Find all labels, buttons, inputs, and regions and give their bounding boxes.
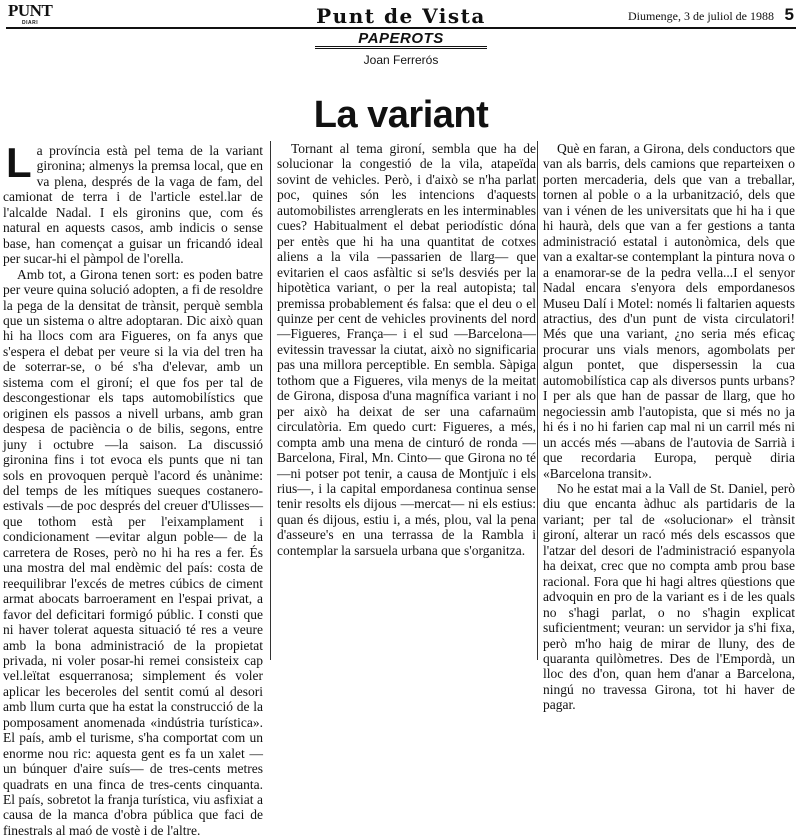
article-column-1 [3, 139, 263, 838]
drop-cap: L [6, 139, 32, 186]
article-title: La variant [313, 94, 489, 136]
article-column-2 [277, 141, 536, 657]
article-paragraph: Amb tot, a Girona tenen sort: es poden batre per veure quina solució adopten, a fi de resoldre la pega de la densitat de trànsit, perquè sembla que un sistema o altre adoptaran. Dic això quan hi ha llocs com ara Figueres, on fa anys que s'espera el debat per veure si la via del tren ha de soterrar-se, o bé s'ha d'elevar, amb un sistema com el gironí; el que fos per tal de descongestionar els taps automobilístics que originen els passos a nivell urbans, amb gran despesa de paciència o de bilis, segons, entre juny i octubre —la saison. La discussió gironina fins i tot evoca els punts que ni tan sols en provoquen perquè l'acord és unànime: del temps de les mítiques sueques costanero-estivals —de poc després del creuer d'Ulisses— que tothom està per l'eixamplament i condicionament —evitar algun poble— de la carretera de Roses, però no hi ha res a fer. És una mostra del mal endèmic del país: costa de reequilibrar l'excés de metres cúbics de ciment armat abocats barroerament en l'espai privat, a favor del deficitari formigó públic. I consti que ni haver tolerat aquesta situació té res a veure amb la bona administració de la propietat privada, ni voler posar-hi remei consisteix cap vel.leïtat esquerranosa; simplement és voler aplicar les beceroles del sentit comú al desori amb llum curta que ha estat la construcció de la pomposament anomenada «indústria turística». El país, amb el turisme, s'ha comportat com un enorme nou ric: aquesta gent es fa un xalet —un búnquer d'aire suís— de tres-cents metres quadrats en una finca de tres-cents cinquanta. El país, sobretot la franja turística, viu asfixiat a causa de la manca d'obra pública que faci de finestrals al maó de vostè i de l'altre. [3, 266, 263, 838]
column-divider [270, 141, 271, 660]
article-column-3 [543, 141, 795, 713]
article-paragraph: Què en faran, a Girona, dels conductors que van als barris, dels camions que reparteixen o porten mercaderia, dels que van a treballar, tornen al poble o a la urbanització, dels que van i vénen de les universitats que hi ha i que hi haurà, dels que van a fer gestions a tanta administració estatal i autonòmica, dels que van a exaltar-se contemplant la pintura nova o a enamorar-se de la pedra vella...I el senyor Nadal encara s'enyora dels empordanesos Museu Dalí i Motel: només li faltarien aquests atractius, des d'un punt de vista circulatori! Més que una variant, ¿no seria més eficaç procurar uns vials menors, agombolats per algun pontet, que dispersessin la cua automobilística cap als diversos punts urbans? I per als que han de passar de llarg, que ho negociessin amb l'autopista, que si més no ja hi és i no hi farien cap mal ni un carril més ni un accés més —abans de l'autovia de Sarrià i que recordaria Europa, perquè diria «Barcelona transit». [543, 141, 795, 481]
author-byline: Joan Ferrerós [363, 53, 439, 67]
section-rule-bottom [315, 48, 487, 49]
article-paragraph: Tornant al tema gironí, sembla que ha de solucionar la congestió de la vila, atapeïda sovint de vehicles. Però, i d'això se n'ha parlat poc, quines són les intencions d'aquests automobilistes arrenglerats en les interminables cues? Habitualment el debat periodístic dóna per entès que hi ha una quantitat de cotxes aliens a la vila —passarien de llarg— que evitarien el caos asfàltic si se'ls desviés per la hipotètica variant, o per la real autopista; tal premissa probablement és falsa: que el deu o el quinze per cent de vehicles provinents del nord —Figueres, França— i el sud —Barcelona— evitessin travessar la ciutat, això no significaria pas una millora perceptible. En sembla. Sàpiga tothom que a Figueres, vila menys de la meitat de Girona, disposa d'una magnífica variant i no per això ha deixat de ser una cafarnaüm circulatòria. Em quedo curt: Figueres, a més, compta amb una mena de cinturó de ronda —Barcelona, Firal, Mn. Cinto— que Girona no té —ni potser pot tenir, a causa de Montjuïc i els rius—, i la capital empordanesa continua sense tenir resolts els dijous —mercat— ni els estius: quan és dijous, estiu i, a més, plou, val la pena d'asseure's en una terrassa de la Rambla i contemplar la sarsuela urbana que s'organitza. [277, 141, 536, 558]
column-divider [537, 141, 538, 660]
newspaper-logo: PUNT [8, 1, 53, 20]
page-number: 5 [784, 5, 794, 24]
section-heading: PAPEROTS [358, 30, 444, 47]
section-rule-top [315, 46, 487, 47]
masthead-title: Punt de Vista [316, 4, 486, 28]
newspaper-logo-subtitle: DIARI [22, 20, 39, 26]
article-paragraph: No he estat mai a la Vall de St. Daniel, però diu que encanta àdhuc als partidaris de la variant; per tal de «solucionar» el trànsit gironí, alterar un racó més dels escassos que l'atzar del desori de l'administració espanyola ha deixat, crec que no compta amb prou base racional. Fora que hi hagi altres qüestions que advoquin en pro de la variant es i de les quals no s'hagi parlat, o no s'hagin explicat suficientment; veuran: un servidor ja s'hi fixa, però m'ho haig de mirar de lluny, des de quaranta quilòmetres. Des de l'Empordà, un lloc des d'on, quan hem d'anar a Barcelona, ningú no travessa Girona, tot hi haver de pagar. [543, 480, 795, 713]
article-paragraph: a província està pel tema de la variant gironina; almenys la premsa local, que en va plena, després de la vaga de fam, del camionat de terra i de l'article estel.lar de l'alcalde Nadal. I els gironins que, com és natural en aquests casos, amb indicis o sense base, han començat a guisar un fricandó ideal per sucar-hi el pàmpol de l'orella. [3, 143, 263, 267]
issue-date: Diumenge, 3 de juliol de 1988 [628, 9, 774, 23]
header-rule [6, 27, 796, 29]
